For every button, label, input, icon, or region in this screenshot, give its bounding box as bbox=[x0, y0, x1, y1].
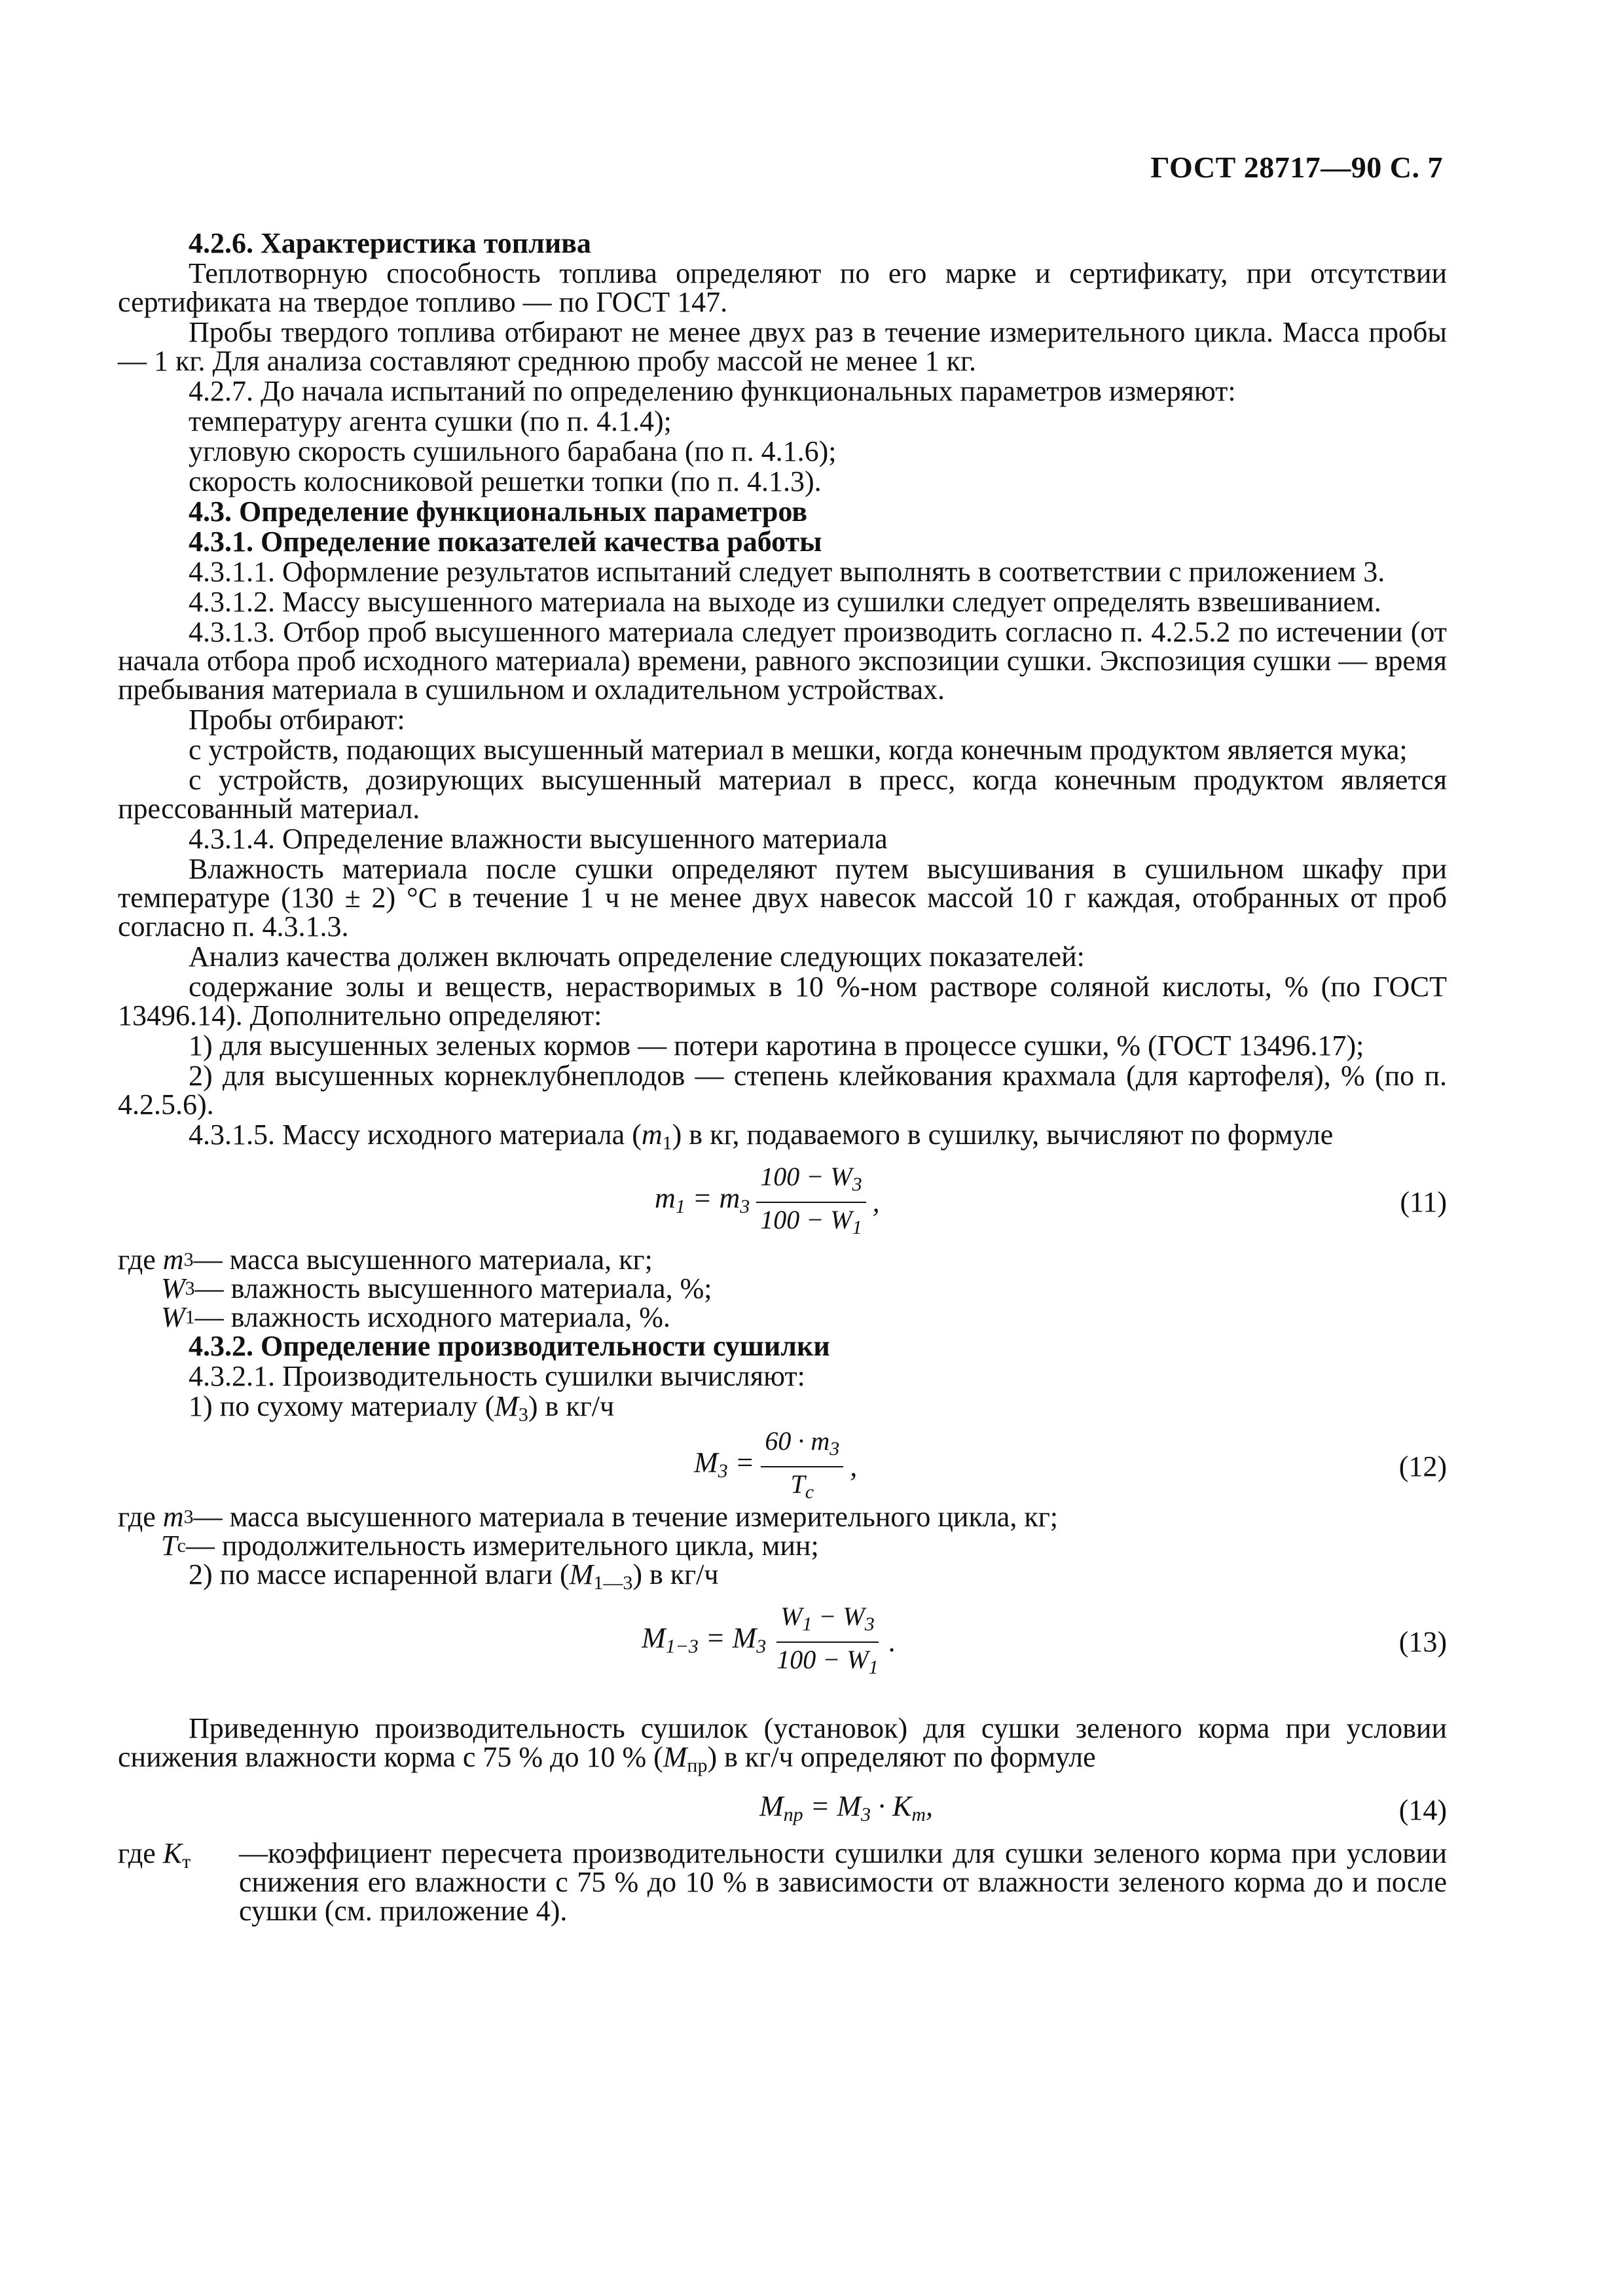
paragraph: с устройств, подающих высушенный материал в мешки, когда конечным продуктом является мука; bbox=[189, 734, 1408, 766]
paragraph: с устройств, дозирующих высушенный материал в пресс, когда конечным продуктом является прессованный материал. bbox=[118, 764, 1447, 825]
paragraph: Пробы твердого топлива отбирают не менее двух раз в течение измерительного цикла. Масса пробы — 1 кг. Для анализа составляют среднюю пробу массой не менее 1 кг. bbox=[118, 316, 1447, 377]
fraction bbox=[761, 1427, 843, 1507]
formula-14 bbox=[118, 1782, 1447, 1839]
fraction-numerator: $W_1 - W_3$ bbox=[776, 1602, 879, 1643]
section-heading-4-2-6: 4.2.6. Характеристика топлива bbox=[189, 227, 591, 259]
paragraph: Приведенную производительность сушилок (установок) для сушки зеленого корма при условии снижения влажности корма с 75 % до 10 % $(M_{пр})$ в кг/ч определяют по формуле bbox=[118, 1712, 1447, 1776]
paragraph: Пробы отбирают: bbox=[189, 704, 405, 736]
formula-lhs: $M_{1-3} = M_3$ bbox=[642, 1621, 767, 1657]
paragraph: содержание золы и веществ, нерастворимых в 10 %-ном растворе соляной кислоты, % (по ГОСТ 13496.14). Дополнительно определяют: bbox=[118, 971, 1447, 1031]
math-subscript: 1 bbox=[662, 1132, 672, 1154]
where-definition: —коэффициент пересчета производительности сушилки для сушки зеленого корма при условии снижения его влажности с 75 % до 10 % в зависимости от влажности зеленого корма до и после сушки (см. приложение 4). bbox=[239, 1837, 1447, 1927]
list-item: угловую скорость сушильного барабана (по п. 4.1.6); bbox=[189, 435, 837, 467]
section-heading-4-3-2: 4.3.2. Определение производительности сушилки bbox=[189, 1330, 830, 1362]
fraction-numerator: $60 \cdot m_3$ bbox=[761, 1427, 843, 1467]
formula-number: (14) bbox=[1398, 1794, 1447, 1826]
fraction bbox=[773, 1602, 882, 1682]
paragraph: 4.3.1.2. Массу высушенного материала на выходе из сушилки следует определять взвешиванием. bbox=[189, 586, 1381, 618]
text-run: 4.3.1.5. Массу исходного материала ( bbox=[189, 1119, 642, 1151]
paragraph: Теплотворную способность топлива определяют по его марке и сертификату, при отсутствии сертификата на твердое топливо — по ГОСТ 147. bbox=[118, 257, 1447, 318]
fraction-denominator: $100 - W_1$ bbox=[760, 1205, 862, 1238]
paragraph: 4.3.2.1. Производительность сушилки вычисляют: bbox=[189, 1360, 805, 1392]
where-line-hanging bbox=[118, 1839, 1447, 1926]
where-line: W 1 — влажность исходного материала, %. bbox=[161, 1301, 670, 1333]
paragraph bbox=[118, 1121, 1447, 1158]
paragraph: 2) для высушенных корнеклубнеплодов — степень клейкования крахмала (для картофеля), % (по п. 4.2.5.6). bbox=[118, 1060, 1447, 1121]
fraction-denominator: $T_c$ bbox=[790, 1469, 814, 1503]
formula-punctuation: , bbox=[872, 1186, 880, 1218]
paragraph: 4.3.1.4. Определение влажности высушенного материала bbox=[189, 823, 888, 855]
paragraph: 4.3.1.3. Отбор проб высушенного материала следует производить согласно п. 4.2.5.2 по истечении (от начала отбора проб исходного материала) времени, равного экспозиции сушки. Экспозиция сушки — время пребывания материала в сушильном и охладительном устройствах. bbox=[118, 616, 1447, 706]
formula-number: (12) bbox=[1398, 1450, 1447, 1482]
list-item: скорость колосниковой решетки топки (по п. 4.1.3). bbox=[189, 465, 822, 497]
fraction bbox=[756, 1162, 866, 1242]
paragraph: 1) для высушенных зеленых кормов — потери каротина в процессе сушки, % (ГОСТ 13496.17); bbox=[189, 1030, 1364, 1062]
where-term: где $K_т$ bbox=[118, 1837, 191, 1873]
paragraph: 4.3.1.1. Оформление результатов испытаний следует выполнять в соответствии с приложением 3. bbox=[189, 556, 1385, 588]
formula-number: (13) bbox=[1398, 1626, 1447, 1658]
math-variable: m bbox=[641, 1119, 663, 1151]
text-run: ) в кг, подаваемого в сушилку, вычисляют по формуле bbox=[672, 1119, 1334, 1151]
paragraph: Анализ качества должен включать определение следующих показателей: bbox=[189, 941, 1085, 973]
formula-number: (11) bbox=[1400, 1186, 1447, 1218]
formula-lhs: $M_3$ = bbox=[694, 1446, 755, 1482]
page-header: ГОСТ 28717—90 С. 7 bbox=[1150, 151, 1443, 184]
formula-expression: $M_{пр} = M_3 \cdot K_т$, bbox=[759, 1789, 934, 1825]
formula-punctuation: . bbox=[888, 1626, 896, 1658]
where-line: T c — продолжительность измерительного цикла, мин; bbox=[161, 1530, 819, 1562]
formula-13 bbox=[118, 1599, 1447, 1685]
list-item: 2) по массе испаренной влаги $(M_{1—3})$ в кг/ч bbox=[189, 1558, 719, 1594]
document-body bbox=[118, 229, 1447, 1926]
where-line: W 3 — влажность высушенного материала, %; bbox=[161, 1272, 712, 1304]
section-heading-4-3-1: 4.3.1. Определение показателей качества работы bbox=[189, 526, 822, 558]
formula-punctuation: , bbox=[850, 1450, 858, 1482]
where-line: где m 3 — масса высушенного материала в течение измерительного цикла, кг; bbox=[118, 1501, 1058, 1533]
paragraph: 4.2.7. До начала испытаний по определению функциональных параметров измеряют: bbox=[189, 375, 1236, 407]
formula-11 bbox=[118, 1159, 1447, 1246]
paragraph: Влажность материала после сушки определяют путем высушивания в сушильном шкафу при температуре (130 ± 2) °С в течение 1 ч не менее двух навесок массой 10 г каждая, отобранных от проб согласно п. 4.3.1.3. bbox=[118, 853, 1447, 942]
list-item: температуру агента сушки (по п. 4.1.4); bbox=[189, 405, 672, 437]
fraction-numerator: $100 - W_3$ bbox=[756, 1162, 866, 1203]
formula-lhs: $m_1 = m_3$ bbox=[655, 1181, 750, 1217]
list-item: 1) по сухому материалу $(M_3)$ в кг/ч bbox=[189, 1390, 615, 1426]
formula-12 bbox=[118, 1426, 1447, 1503]
spacer bbox=[118, 1685, 1447, 1714]
fraction-denominator: $100 - W_1$ bbox=[776, 1645, 879, 1678]
where-line: где m 3 — масса высушенного материала, кг; bbox=[118, 1244, 653, 1276]
section-heading-4-3: 4.3. Определение функциональных параметров bbox=[189, 495, 807, 528]
